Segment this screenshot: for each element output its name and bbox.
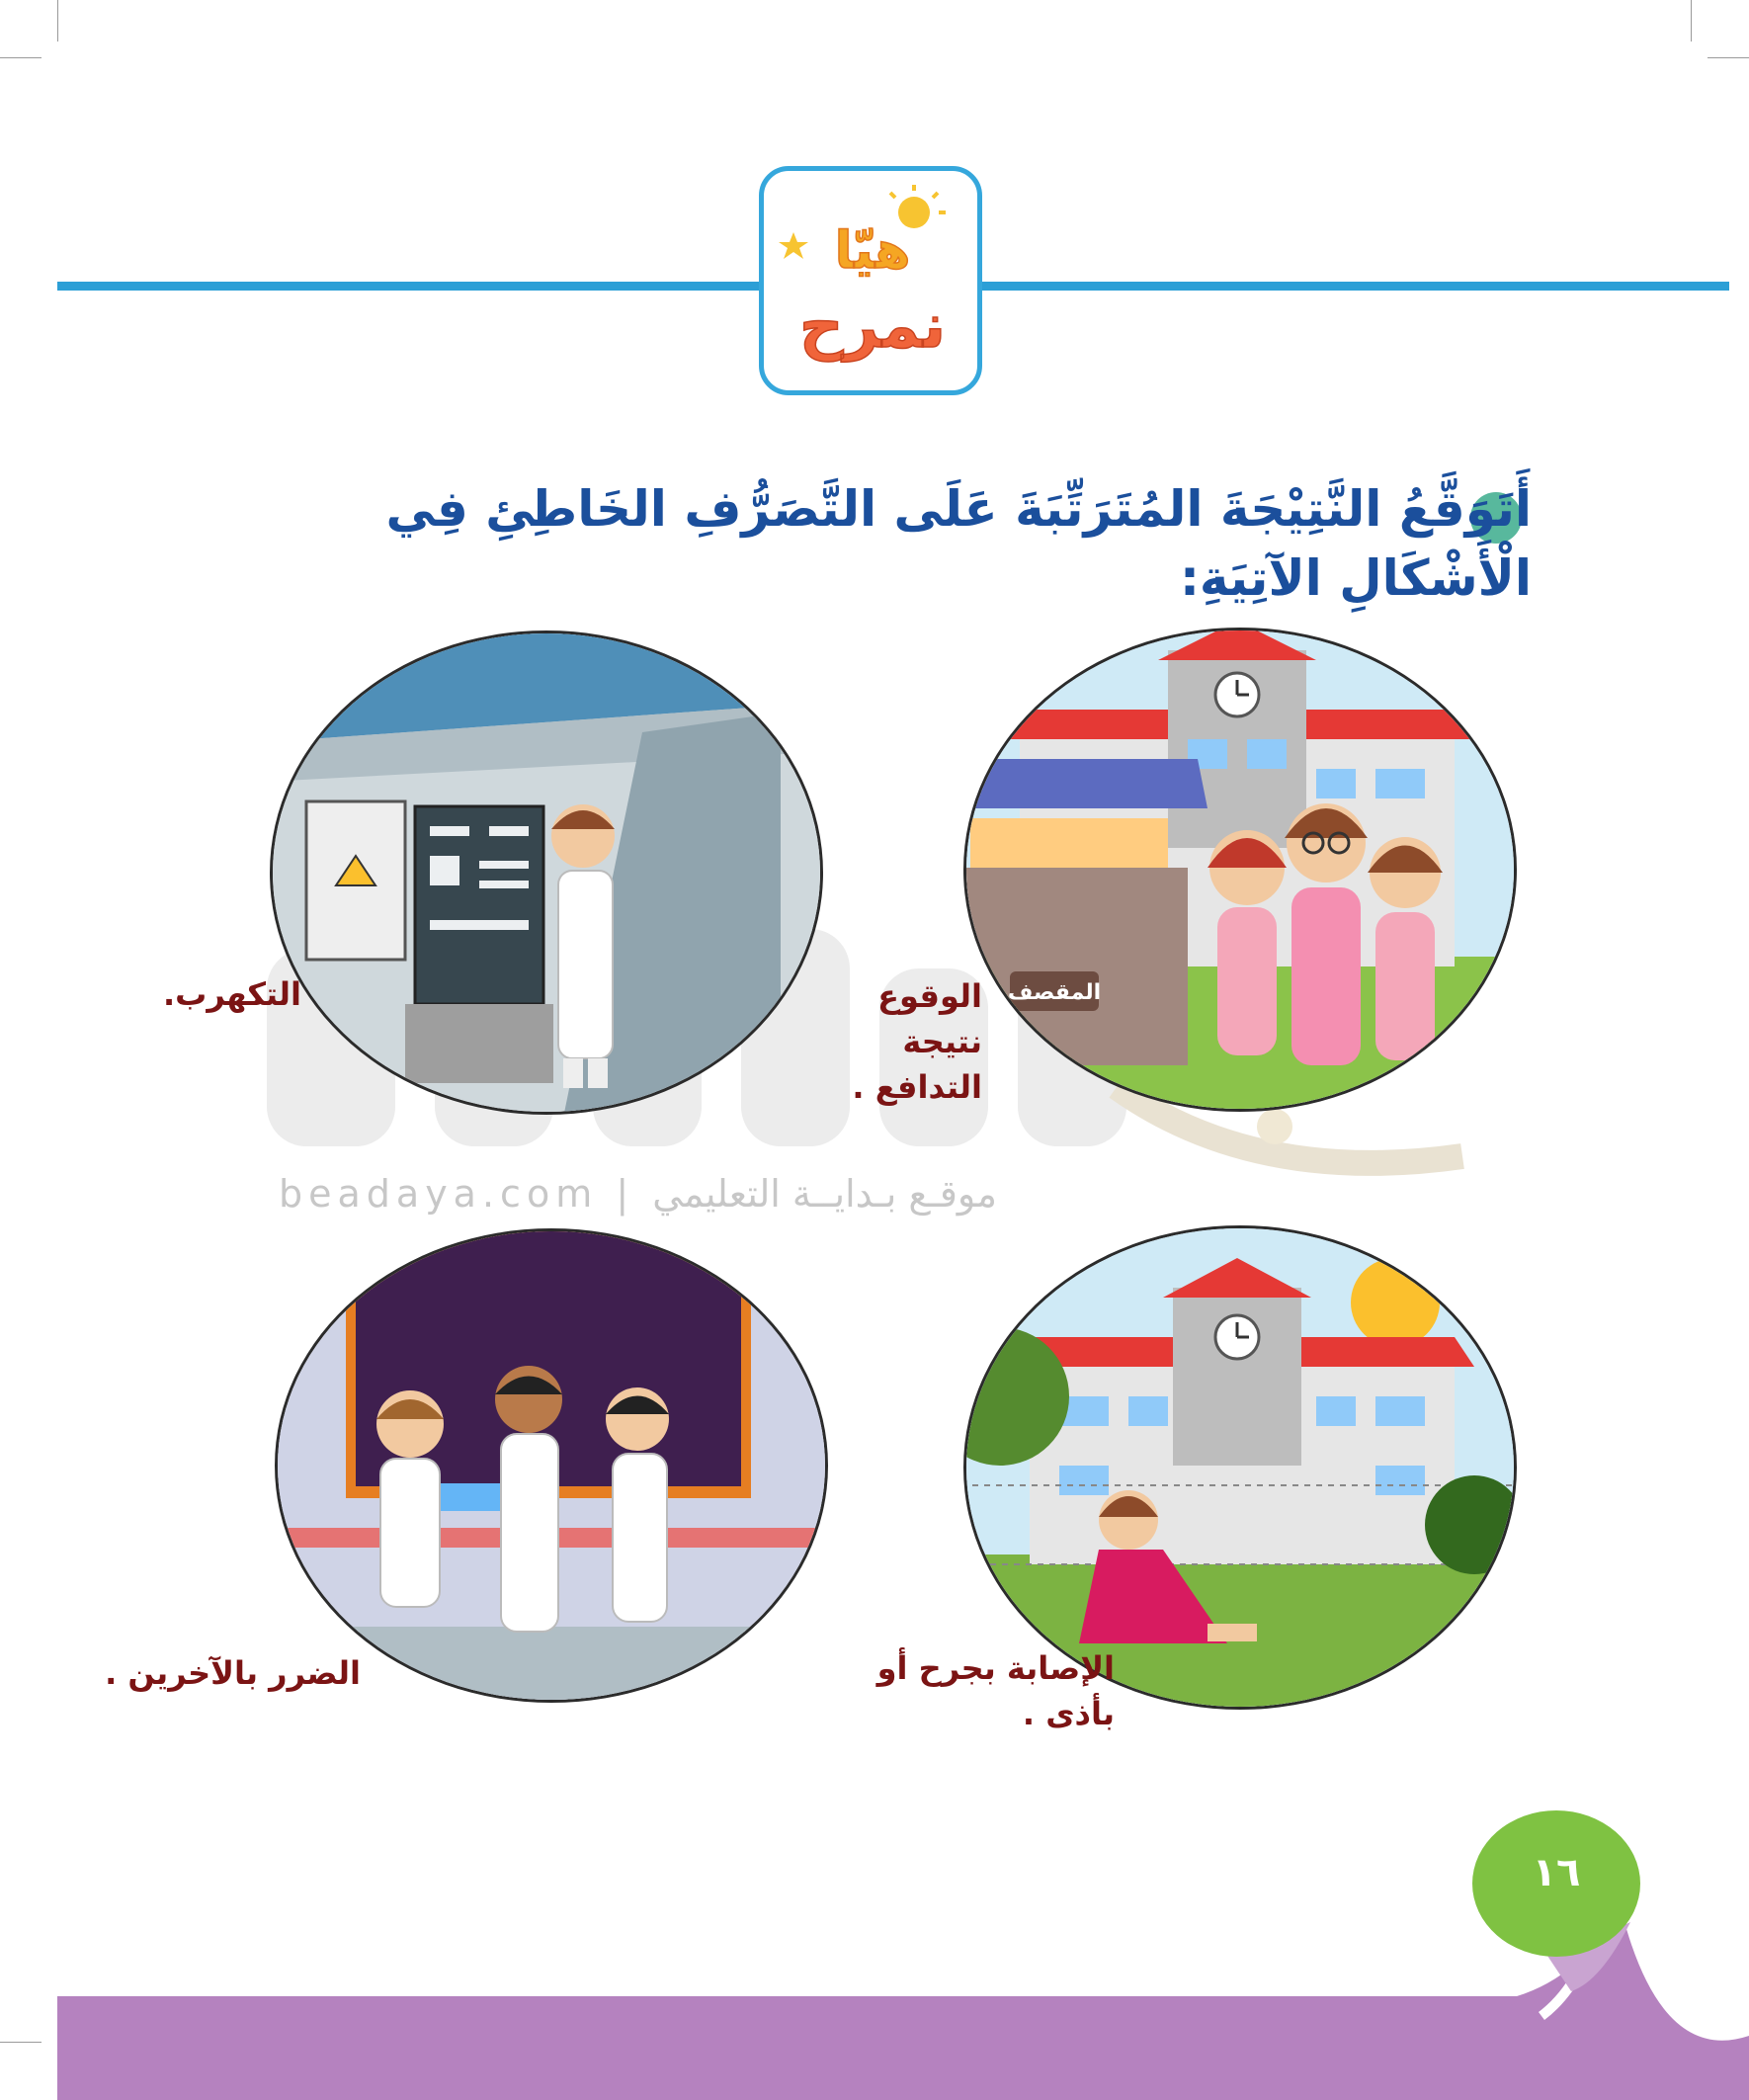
crop-mark [0, 57, 42, 58]
section-badge [759, 166, 982, 395]
caption-classroom: الضرر بالآخرين . [105, 1654, 361, 1692]
scene-playground [963, 1225, 1517, 1710]
girls-group [1208, 803, 1443, 1065]
caption-playground: الإصابة بجرح أو بأذى . [876, 1649, 1115, 1732]
crop-mark [1707, 57, 1749, 58]
scene-classroom-fight [275, 1228, 828, 1703]
sun-icon [1351, 1258, 1440, 1347]
watermark-url [279, 1172, 997, 1216]
crop-mark [57, 0, 58, 42]
page-number: ١٦ [1532, 1850, 1581, 1895]
scene-canteen [963, 628, 1517, 1112]
watermark-separator: | [616, 1172, 653, 1216]
scene-electric-panel [270, 630, 823, 1115]
boy-figure [551, 804, 615, 1088]
instruction-heading: أَتَوَقَّعُ النَّتِيْجَةَ المُتَرَتِّبَةَ عَلَى التَّصَرُّفِ الخَاطِئِ فِي الْأَشْكَالِ الآتِيَةِ: [385, 480, 1532, 607]
watermark-site-name: موقـع بـدايــة التعليمي [652, 1172, 997, 1216]
caption-electric: التكهرب. [163, 975, 301, 1013]
star-icon [779, 232, 808, 259]
students-fighting [376, 1366, 669, 1632]
badge-line2: نمرح [798, 290, 947, 362]
caption-canteen: الوقوع نتيجة التدافع . [852, 977, 982, 1106]
crop-mark [1691, 0, 1692, 42]
canteen-sign: المقصف [1007, 980, 1102, 1005]
watermark-url-text: beadaya.com [279, 1172, 599, 1216]
badge-line1: هيّا [834, 221, 911, 281]
